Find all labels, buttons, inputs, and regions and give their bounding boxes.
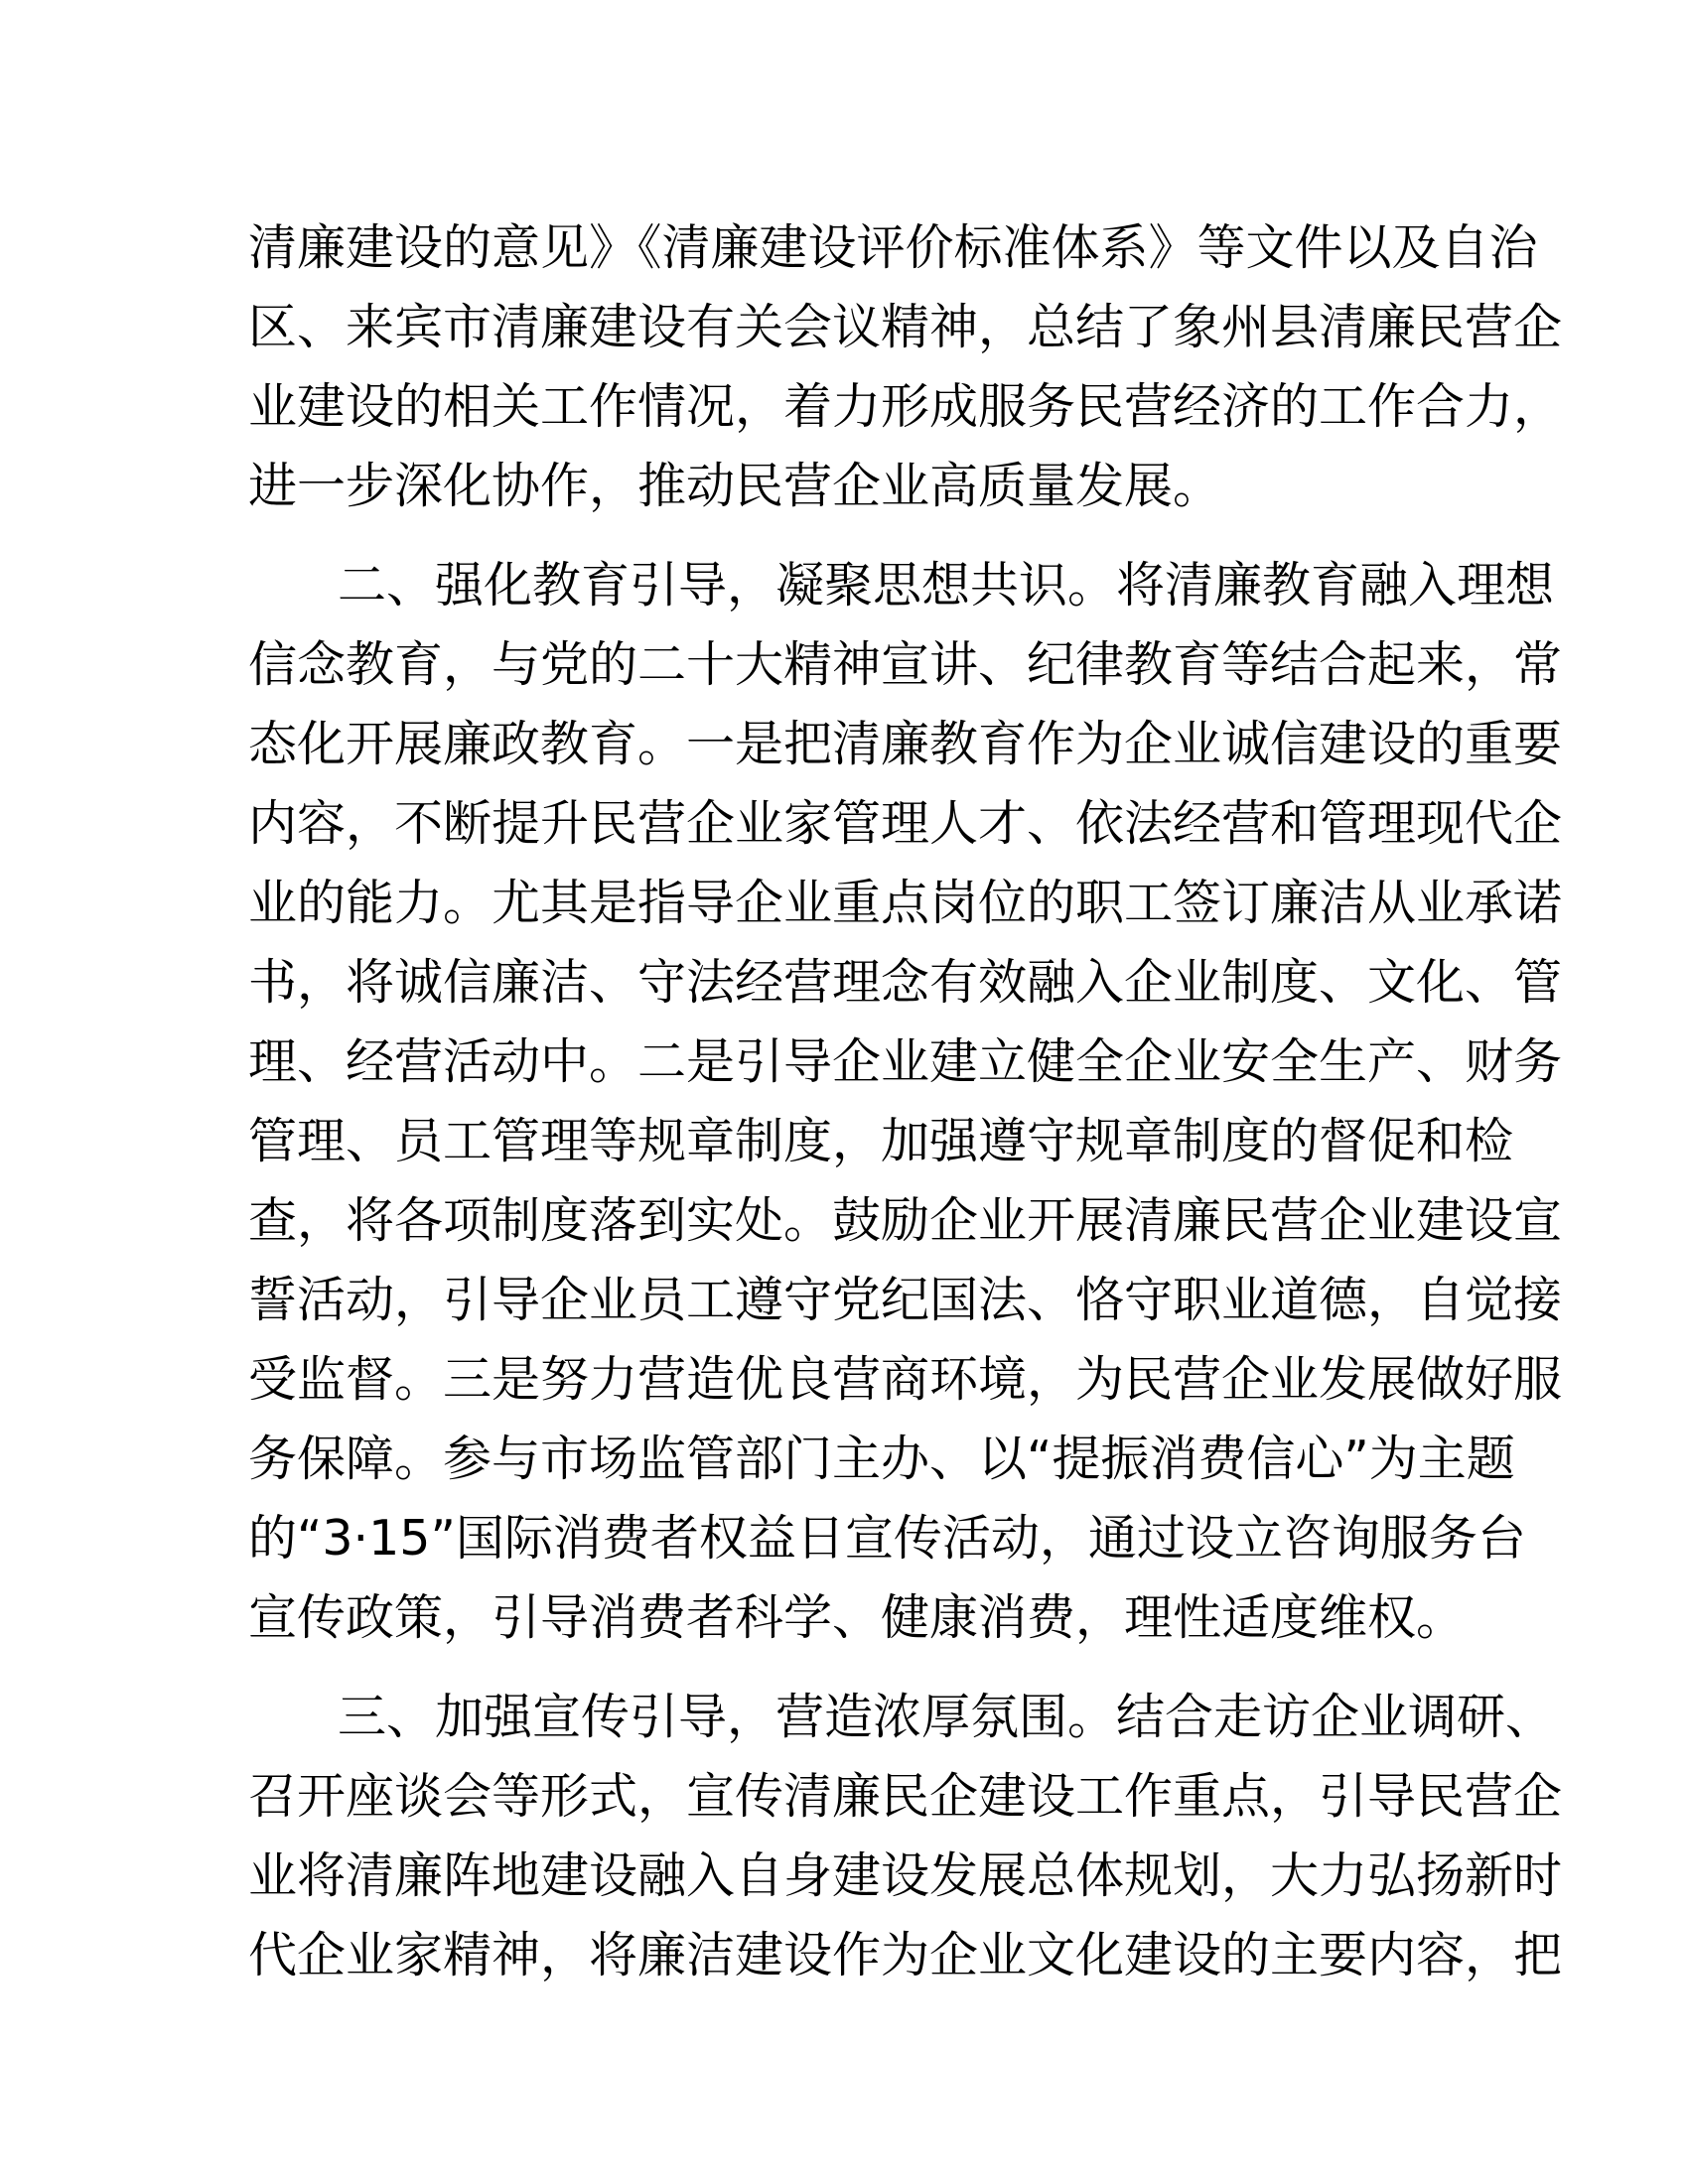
text-line: 查，将各项制度落到实处。鼓励企业开展清廉民营企业建设宣 <box>248 1192 1563 1249</box>
text-line: 代企业家精神，将廉洁建设作为企业文化建设的主要内容，把 <box>248 1927 1563 1983</box>
section-heading-line: 二、强化教育引导，凝聚思想共识。将清廉教育融入理想 <box>338 557 1555 614</box>
text-line: 理、经营活动中。二是引导企业建立健全企业安全生产、财务 <box>248 1033 1563 1090</box>
text-line: 召开座谈会等形式，宣传清廉民企建设工作重点，引导民营企 <box>248 1768 1563 1825</box>
text-line: 宣传政策，引导消费者科学、健康消费，理性适度维权。 <box>248 1589 1466 1646</box>
section-heading-line: 三、加强宣传引导，营造浓厚氛围。结合走访企业调研、 <box>338 1689 1555 1745</box>
paragraph-1 <box>248 208 1563 526</box>
paragraph-2 <box>248 546 1563 1658</box>
text-line: 管理、员工管理等规章制度，加强遵守规章制度的督促和检 <box>248 1113 1514 1169</box>
document-body <box>248 208 1563 1995</box>
text-line: 区、来宾市清廉建设有关会议精神，总结了象州县清廉民营企 <box>248 299 1563 355</box>
text-line: 业建设的相关工作情况，着力形成服务民营经济的工作合力， <box>248 378 1563 435</box>
text-line: 信念教育，与党的二十大精神宣讲、纪律教育等结合起来，常 <box>248 636 1563 693</box>
text-line: 态化开展廉政教育。一是把清廉教育作为企业诚信建设的重要 <box>248 716 1563 772</box>
text-line: 书，将诚信廉洁、守法经营理念有效融入企业制度、文化、管 <box>248 954 1563 1011</box>
text-line: 誓活动，引导企业员工遵守党纪国法、恪守职业道德，自觉接 <box>248 1272 1563 1328</box>
text-line: 业将清廉阵地建设融入自身建设发展总体规划，大力弘扬新时 <box>248 1847 1563 1904</box>
text-line: 受监督。三是努力营造优良营商环境，为民营企业发展做好服 <box>248 1351 1563 1408</box>
text-line: 清廉建设的意见》《清廉建设评价标准体系》等文件以及自治 <box>248 219 1538 276</box>
text-line: 的“3·15”国际消费者权益日宣传活动，通过设立咨询服务台 <box>248 1510 1526 1567</box>
paragraph-3 <box>248 1678 1563 1995</box>
text-line: 务保障。参与市场监管部门主办、以“提振消费信心”为主题 <box>248 1431 1515 1487</box>
text-line: 业的能力。尤其是指导企业重点岗位的职工签订廉洁从业承诺 <box>248 875 1563 931</box>
text-line: 进一步深化协作，推动民营企业高质量发展。 <box>248 458 1222 514</box>
text-line: 内容，不断提升民营企业家管理人才、依法经营和管理现代企 <box>248 795 1563 852</box>
